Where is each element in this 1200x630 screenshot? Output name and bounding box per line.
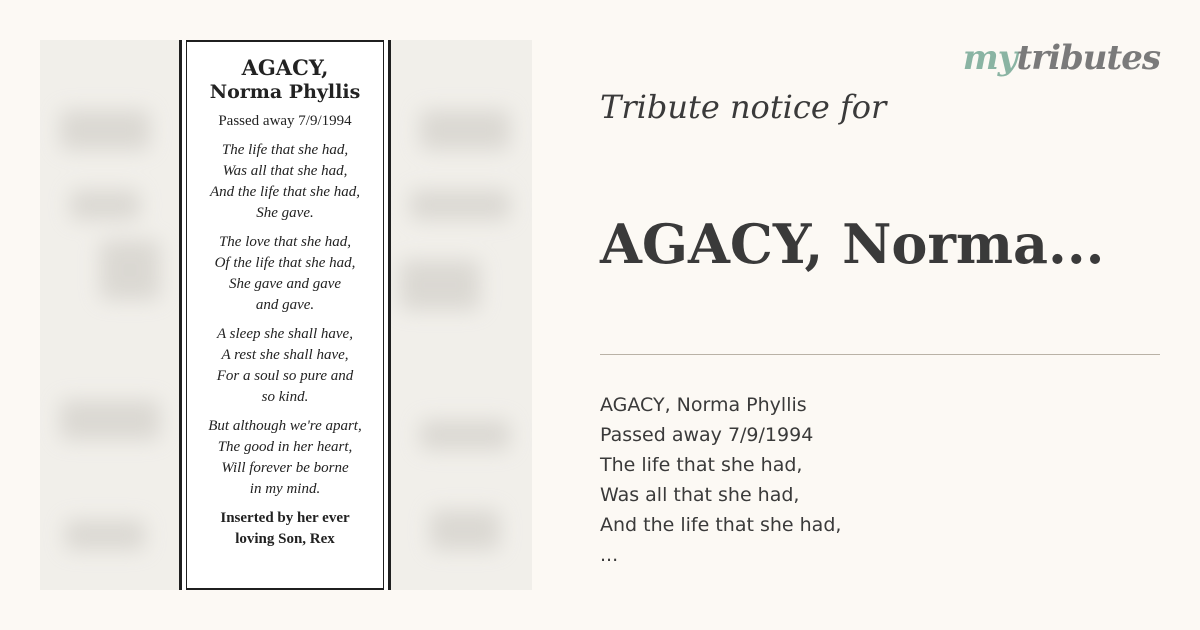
verse-line: and gave. — [255, 297, 315, 313]
notice-surname: AGACY, — [241, 55, 329, 80]
notice-passed-date: Passed away 7/9/1994 — [218, 113, 352, 129]
excerpt-line: AGACY, Norma Phyllis — [600, 394, 807, 416]
page-title: AGACY, Norma... — [600, 212, 1105, 276]
divider — [600, 354, 1160, 355]
verse-line: so kind. — [261, 389, 309, 405]
notice-excerpt — [600, 390, 841, 570]
notice-inserted-by — [188, 508, 382, 550]
notice-verse — [188, 416, 382, 500]
verse-line: The life that she had, — [221, 142, 349, 158]
logo-my: my — [962, 38, 1017, 78]
excerpt-line: The life that she had, — [600, 454, 803, 476]
excerpt-line: Passed away 7/9/1994 — [600, 424, 814, 446]
verse-line: Was all that she had, — [222, 163, 348, 179]
verse-line: in my mind. — [249, 481, 321, 497]
verse-line: Will forever be borne — [221, 460, 349, 476]
verse-line: A sleep she shall have, — [217, 326, 353, 342]
verse-line: She gave. — [256, 205, 314, 221]
verse-line: A rest she shall have, — [221, 347, 349, 363]
mytributes-logo[interactable] — [963, 38, 1160, 78]
verse-line: And the life that she had, — [210, 184, 360, 200]
logo-tributes: tributes — [1016, 38, 1160, 78]
notice-card — [179, 40, 391, 590]
notice-given-names: Norma Phyllis — [209, 81, 361, 103]
page-subtitle: Tribute notice for — [600, 88, 887, 126]
notice-image — [40, 40, 532, 590]
notice-verse — [188, 232, 382, 316]
notice-verse — [188, 140, 382, 224]
verse-line: Of the life that she had, — [214, 255, 356, 271]
notice-verse — [188, 324, 382, 408]
verse-line: But although we're apart, — [208, 418, 362, 434]
excerpt-line: And the life that she had, — [600, 514, 842, 536]
verse-line: She gave and gave — [228, 276, 342, 292]
verse-line: The good in her heart, — [217, 439, 353, 455]
verse-line: The love that she had, — [218, 234, 352, 250]
inserted-by-line: loving Son, Rex — [235, 531, 335, 547]
excerpt-line: ... — [600, 544, 619, 566]
excerpt-line: Was all that she had, — [600, 484, 800, 506]
verse-line: For a soul so pure and — [216, 368, 354, 384]
inserted-by-line: Inserted by her ever — [220, 510, 350, 526]
